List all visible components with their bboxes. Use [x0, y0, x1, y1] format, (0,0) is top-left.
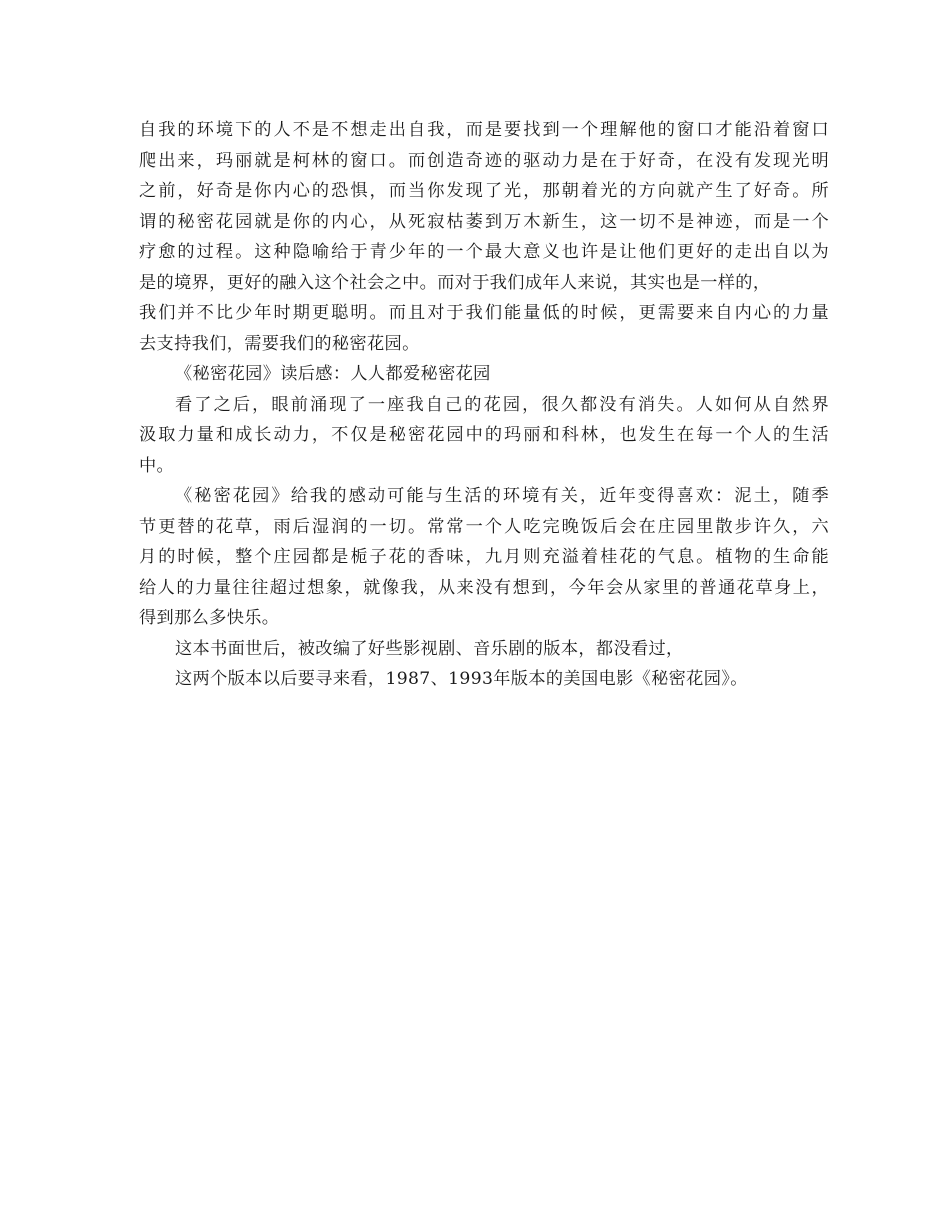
text-line: 看了之后，眼前涌现了一座我自己的花园，很久都没有消失。人如何从自然界 [175, 394, 829, 415]
text-line: 爬出来，玛丽就是柯林的窗口。而创造奇迹的驱动力是在于好奇，在没有发现光明 [139, 150, 829, 171]
text-line: 中。 [139, 455, 175, 476]
text-line: 自我的环境下的人不是不想走出自我，而是要找到一个理解他的窗口才能沿着窗口 [139, 120, 829, 140]
text-line: 汲取力量和成长动力，不仅是秘密花园中的玛丽和科林，也发生在每一个人的生活 [139, 425, 829, 445]
text-line: 谓的秘密花园就是你的内心，从死寂枯萎到万木新生，这一切不是神迹，而是一个 [139, 211, 829, 232]
text-line: 《秘密花园》给我的感动可能与生活的环境有关，近年变得喜欢：泥土，随季 [175, 486, 829, 506]
text-line: 是的境界，更好的融入这个社会之中。而对于我们成年人来说，其实也是一样的， [139, 272, 771, 293]
text-line: 我们并不比少年时期更聪明。而且对于我们能量低的时候，更需要来自内心的力量 [139, 303, 829, 323]
text-line: 节更替的花草，雨后湿润的一切。常常一个人吃完晚饭后会在庄园里散步许久，六 [139, 516, 829, 537]
text-line: 去支持我们，需要我们的秘密花园。 [139, 333, 420, 354]
text-line: 给人的力量往往超过想象，就像我，从来没有想到，今年会从家里的普通花草身上， [139, 577, 829, 598]
text-line: 月的时候，整个庄园都是栀子花的香味，九月则充溢着桂花的气息。植物的生命能 [139, 547, 829, 567]
text-line: 之前，好奇是你内心的恐惧，而当你发现了光，那朝着光的方向就产生了好奇。所 [139, 181, 829, 201]
text-line: 得到那么多快乐。 [139, 608, 280, 628]
text-line: 这本书面世后，被改编了好些影视剧、音乐剧的版本，都没看过， [175, 638, 684, 659]
document-body [139, 115, 829, 695]
text-line: 这两个版本以后要寻来看，1987、1993年版本的美国电影《秘密花园》。 [175, 669, 748, 689]
section-heading: 《秘密花园》读后感：人人都爱秘密花园 [175, 364, 491, 384]
text-line: 疗愈的过程。这种隐喻给于青少年的一个最大意义也许是让他们更好的走出自以为 [139, 242, 829, 262]
